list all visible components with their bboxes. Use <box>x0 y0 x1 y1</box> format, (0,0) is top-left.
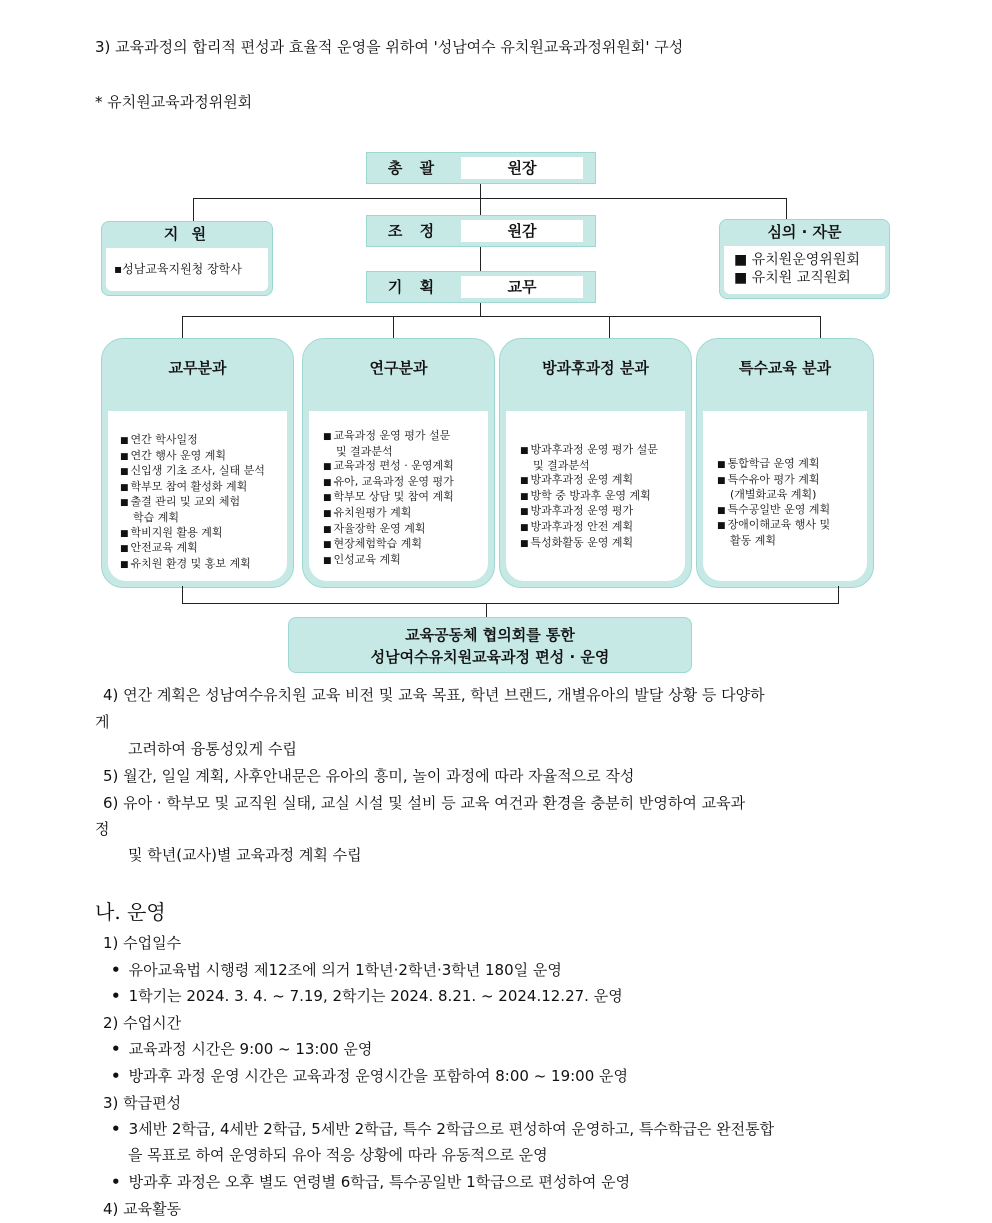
section-heading: 나. 운영 <box>95 900 166 924</box>
planning-label: 기 획 <box>387 278 441 296</box>
advisory-body <box>724 246 885 294</box>
dept-item: ■ 교육과정 편성 · 운영계획 <box>323 459 488 475</box>
item-6-line-2: 정 <box>95 820 110 838</box>
support-body <box>106 248 268 291</box>
classes-bullet-1: • 3세반 2학급, 4세반 2학급, 5세반 2학급, 특수 2학급으로 편성하여 운영하고, 특수학급은 완전통합 <box>111 1120 774 1138</box>
dept-special-education <box>696 338 874 588</box>
connector <box>480 303 481 317</box>
dept-body <box>506 411 685 581</box>
classes-bullet-2: • 방과후 과정은 오후 별도 연령별 6학급, 특수공일반 1학급으로 편성하여 운영 <box>111 1173 630 1191</box>
connector <box>393 316 394 338</box>
coordination-label: 조 정 <box>387 222 441 240</box>
chief-label: 총 괄 <box>387 159 441 177</box>
dept-item: ■ 신입생 기초 조사, 실태 분석 <box>120 464 287 480</box>
connector <box>786 198 787 220</box>
dept-research <box>302 338 495 588</box>
dept-body <box>309 411 488 581</box>
support-title: 지 원 <box>163 225 211 243</box>
connector <box>182 603 839 604</box>
dept-body <box>108 411 287 581</box>
dept-item: ■ 연간 행사 운영 계획 <box>120 449 287 465</box>
connector <box>609 316 610 338</box>
advisory-title: 심의 · 자문 <box>767 223 842 241</box>
dept-item: ■ 특수유아 평가 계획 <box>717 473 867 489</box>
connector <box>182 586 183 603</box>
dept-item: ■ 유치원 환경 및 홍보 계획 <box>120 557 287 573</box>
planning-box <box>366 271 596 303</box>
dept-item: ■ 특수공일반 운영 계획 <box>717 503 867 519</box>
dept-item: ■ 방과후과정 운영 계획 <box>520 473 685 489</box>
committee-note: * 유치원교육과정위원회 <box>95 93 253 111</box>
coordination-value: 원감 <box>461 220 583 242</box>
dept-title: 교무분과 <box>168 359 227 377</box>
dept-item: ■ 유아, 교육과정 운영 평가 <box>323 475 488 491</box>
dept-item: ■ 유치원평가 계획 <box>323 506 488 522</box>
item-5: 5) 월간, 일일 계획, 사후안내문은 유아의 흥미, 놀이 과정에 따라 자율적으로 작성 <box>103 767 635 785</box>
subsection-days: 1) 수업일수 <box>103 934 182 952</box>
dept-item: ■ 인성교육 계획 <box>323 553 488 569</box>
item-6-line-1: 6) 유아 · 학부모 및 교직원 실태, 교실 시설 및 설비 등 교육 여건과 환경을 충분히 반영하여 교육과 <box>103 794 746 812</box>
support-box <box>101 221 273 296</box>
subsection-activities: 4) 교육활동 <box>103 1200 182 1218</box>
item-4-line-2: 게 <box>95 713 110 731</box>
dept-item: ■ 방과후과정 운영 평가 설문 <box>520 443 685 459</box>
dept-item: 및 결과분석 <box>533 458 590 472</box>
dept-item: 활동 계획 <box>730 533 777 547</box>
dept-item: ■ 학부모 참여 활성화 계획 <box>120 480 287 496</box>
dept-title: 연구분과 <box>369 359 428 377</box>
dept-item: ■ 통합학급 운영 계획 <box>717 457 867 473</box>
dept-item: ■ 안전교육 계획 <box>120 541 287 557</box>
connector <box>486 603 487 617</box>
connector <box>480 184 481 216</box>
dept-item: ■ 장애이해교육 행사 및 <box>717 518 867 534</box>
dept-item: ■ 연간 학사일정 <box>120 433 287 449</box>
connector <box>193 198 194 222</box>
dept-item: ■ 자율장학 운영 계획 <box>323 522 488 538</box>
item-4-line-1: 4) 연간 계획은 성남여수유치원 교육 비전 및 교육 목표, 학년 브랜드, 개별유아의 발달 상황 등 다양하 <box>103 686 765 704</box>
dept-item: (개별화교육 계획) <box>730 488 817 502</box>
support-item: ▪성남교육지원청 장학사 <box>114 262 242 276</box>
planning-value: 교무 <box>461 276 583 298</box>
community-line-2: 성남여수유치원교육과정 편성 · 운영 <box>370 648 610 666</box>
hours-bullet-1: • 교육과정 시간은 9:00 ~ 13:00 운영 <box>111 1040 372 1058</box>
item-4-line-3: 고려하여 융통성있게 수립 <box>128 740 297 758</box>
connector <box>838 586 839 603</box>
dept-afterschool <box>499 338 692 588</box>
connector <box>182 316 820 317</box>
days-bullet-2: • 1학기는 2024. 3. 4. ~ 7.19, 2학기는 2024. 8.21. ~ 2024.12.27. 운영 <box>111 987 623 1005</box>
coordination-box <box>366 215 596 247</box>
connector <box>182 316 183 338</box>
dept-item: ■ 교육과정 운영 평가 설문 <box>323 429 488 445</box>
chief-box <box>366 152 596 184</box>
dept-item: ■ 현장체험학습 계획 <box>323 537 488 553</box>
advisory-box <box>719 219 890 299</box>
classes-bullet-1-cont: 을 목표로 하여 운영하되 유아 적응 상황에 따라 유동적으로 운영 <box>128 1146 548 1164</box>
subsection-hours: 2) 수업시간 <box>103 1014 182 1032</box>
dept-item: ■ 특성화활동 운영 계획 <box>520 536 685 552</box>
dept-item: ■ 방과후과정 운영 평가 <box>520 504 685 520</box>
chief-value: 원장 <box>461 157 583 179</box>
connector <box>193 198 786 199</box>
dept-item: 학습 계획 <box>133 510 180 524</box>
dept-item: ■ 학부모 상담 및 참여 계획 <box>323 490 488 506</box>
days-bullet-1: • 유아교육법 시행령 제12조에 의거 1학년·2학년·3학년 180일 운영 <box>111 961 562 979</box>
item-6-line-3: 및 학년(교사)별 교육과정 계획 수립 <box>128 846 362 864</box>
dept-item: ■ 방학 중 방과후 운영 계획 <box>520 489 685 505</box>
community-council-box <box>288 617 692 673</box>
advisory-item: ■ 유치원 교직원회 <box>734 270 851 286</box>
dept-item: ■ 방과후과정 안전 계획 <box>520 520 685 536</box>
dept-item: ■ 출결 관리 및 교외 체험 <box>120 495 287 511</box>
dept-title: 특수교육 분과 <box>738 359 832 377</box>
dept-academic <box>101 338 294 588</box>
hours-bullet-2: • 방과후 과정 운영 시간은 교육과정 운영시간을 포함하여 8:00 ~ 19:00 운영 <box>111 1067 628 1085</box>
dept-title: 방과후과정 분과 <box>542 359 649 377</box>
intro-item-3: 3) 교육과정의 합리적 편성과 효율적 운영을 위하여 '성남여수 유치원교육과정위원회' 구성 <box>95 38 684 56</box>
dept-body <box>703 411 867 581</box>
advisory-item: ■ 유치원운영위원회 <box>734 252 860 268</box>
community-line-1: 교육공동체 협의회를 통한 <box>405 626 575 644</box>
dept-item: ■ 학비지원 활용 계획 <box>120 526 287 542</box>
dept-item: 및 결과분석 <box>336 444 393 458</box>
connector <box>820 316 821 338</box>
connector <box>480 247 481 271</box>
subsection-classes: 3) 학급편성 <box>103 1094 182 1112</box>
